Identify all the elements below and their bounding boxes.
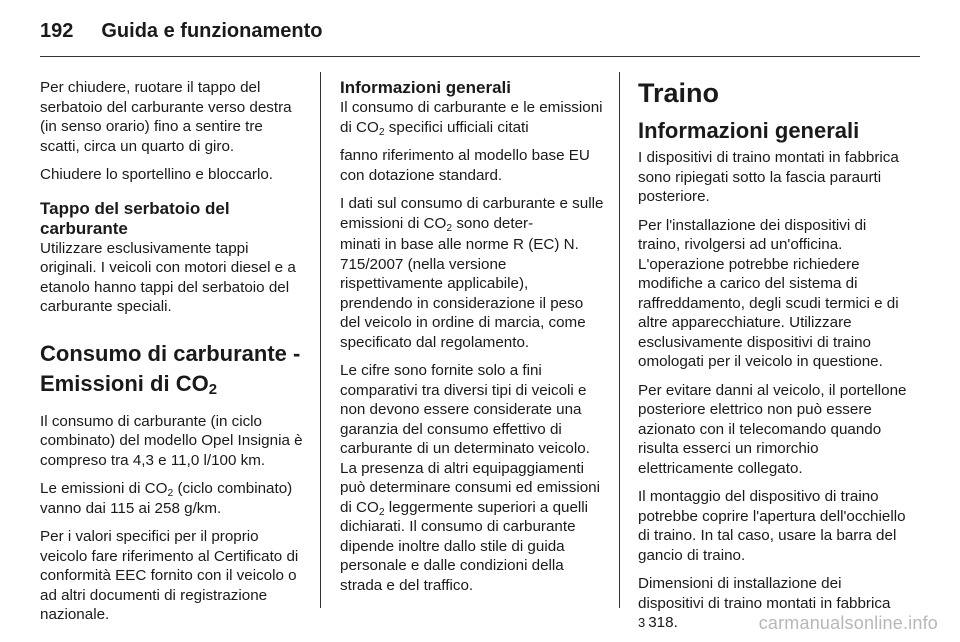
- column-right: [638, 78, 908, 642]
- paragraph: Per chiudere, ruotare il tappo del serbatoio del carburante verso destra (in senso orario) fino a sentire tre scatti, circa un quarto di giro.: [40, 79, 292, 155]
- text-run: Le emissioni di CO: [40, 480, 168, 497]
- page-number: 192: [40, 20, 74, 42]
- subscript: 2: [167, 488, 174, 499]
- paragraph: [340, 194, 604, 233]
- paragraph: fanno riferimento al modello base EU con dotazione standard.: [340, 147, 590, 184]
- paragraph: [340, 361, 604, 595]
- paragraph: I dispositivi di traino montati in fabbrica sono ripiegati sotto la fascia paraurti posteriore.: [638, 149, 899, 205]
- column-left: [40, 78, 304, 634]
- text-run: Le cifre sono fornite solo a fini comparativi tra diversi tipi di veicoli e non devono essere considerate una garanzia del consumo effettivo di carburante di un determinato veicolo. La presenza di altri equipaggiamenti può determinare consumi ed emissioni di CO: [340, 362, 601, 516]
- subscript: 2: [378, 126, 385, 138]
- text-run: sono deter-: [452, 214, 534, 232]
- column-divider: [320, 72, 321, 608]
- heading-informazioni-generali: Informazioni generali: [638, 118, 860, 143]
- column-middle: [340, 78, 604, 604]
- subscript: 2: [378, 506, 385, 518]
- paragraph: Il montaggio del dispositivo di traino potrebbe coprire l'apertura dell'occhiello di traino. In tal caso, usare la barra del gancio di traino.: [638, 488, 906, 564]
- subscript: 2: [208, 380, 218, 398]
- heading-line: Emissioni di CO: [40, 370, 209, 396]
- text-run: specifici ufficiali citati: [384, 118, 529, 136]
- chapter-title: Guida e funzionamento: [101, 20, 323, 42]
- paragraph: Chiudere lo sportellino e bloccarlo.: [40, 166, 274, 183]
- paragraph: Per l'installazione dei dispositivi di traino, rivolgersi ad un'officina. L'operazione potrebbe richiedere modifiche a carico del sistema di raffreddamento, degli scudi termici e di altre apparecchiature. Utilizzare esclusivamente dispositivi di traino omologati per il veicolo in questione.: [638, 216, 899, 370]
- paragraph: minati in base alle norme R (EC) N. 715/2007 (nella versione rispettivamente applicabile), prendendo in considerazione il peso del veicolo in ordine di marcia, come specificato dal regolamento.: [340, 236, 586, 351]
- page-header: [40, 20, 920, 57]
- paragraph: Utilizzare esclusivamente tappi originali. I veicoli con motori diesel e a etanolo hanno tappi del serbatoio del carburante speciali.: [40, 239, 296, 315]
- heading-consumo-emissioni: [40, 339, 304, 399]
- subscript: 2: [446, 222, 453, 234]
- watermark: carmanualsonline.info: [758, 613, 938, 633]
- paragraph: Per i valori specifici per il proprio veicolo fare riferimento al Certificato di conformità EEC fornito con il veicolo o ad altri documenti di registrazione nazionale.: [40, 528, 299, 623]
- column-divider: [619, 72, 620, 608]
- heading-tappo-serbatoio: Tappo del serbatoio del carburante: [40, 198, 230, 238]
- heading-traino: Traino: [638, 78, 720, 108]
- paragraph: [40, 479, 304, 518]
- text-run: Il consumo di carburante e le emissioni di CO: [340, 99, 603, 136]
- heading-line: Consumo di carburante -: [40, 340, 301, 366]
- text-run: I dati sul consumo di carburante e sulle emissioni di CO: [340, 195, 604, 232]
- text-run: leggermente superiori a quelli dichiarati. Il consumo di carburante dipende inoltre dallo stile di guida personale e dalle condizioni della strada e del traffico.: [340, 498, 589, 594]
- paragraph: Per evitare danni al veicolo, il portellone posteriore elettrico non può essere azionato con il telecomando quando risulta esserci un rimorchio elettricamente collegato.: [638, 381, 907, 477]
- page-reference[interactable]: 318.: [648, 614, 678, 631]
- text-run: (ciclo combinato) vanno dai 115 ai 258 g/km.: [40, 480, 293, 517]
- paragraph: [340, 98, 604, 137]
- paragraph: Il consumo di carburante (in ciclo combinato) del modello Opel Insignia è compreso tra 4,3 e 11,0 l/100 km.: [40, 412, 303, 469]
- heading-informazioni-generali: Informazioni generali: [340, 78, 511, 97]
- text-run: Dimensioni di installazione dei dispositivi di traino montati in fabbrica: [638, 575, 891, 612]
- arrow-reference-icon: 3: [638, 615, 646, 630]
